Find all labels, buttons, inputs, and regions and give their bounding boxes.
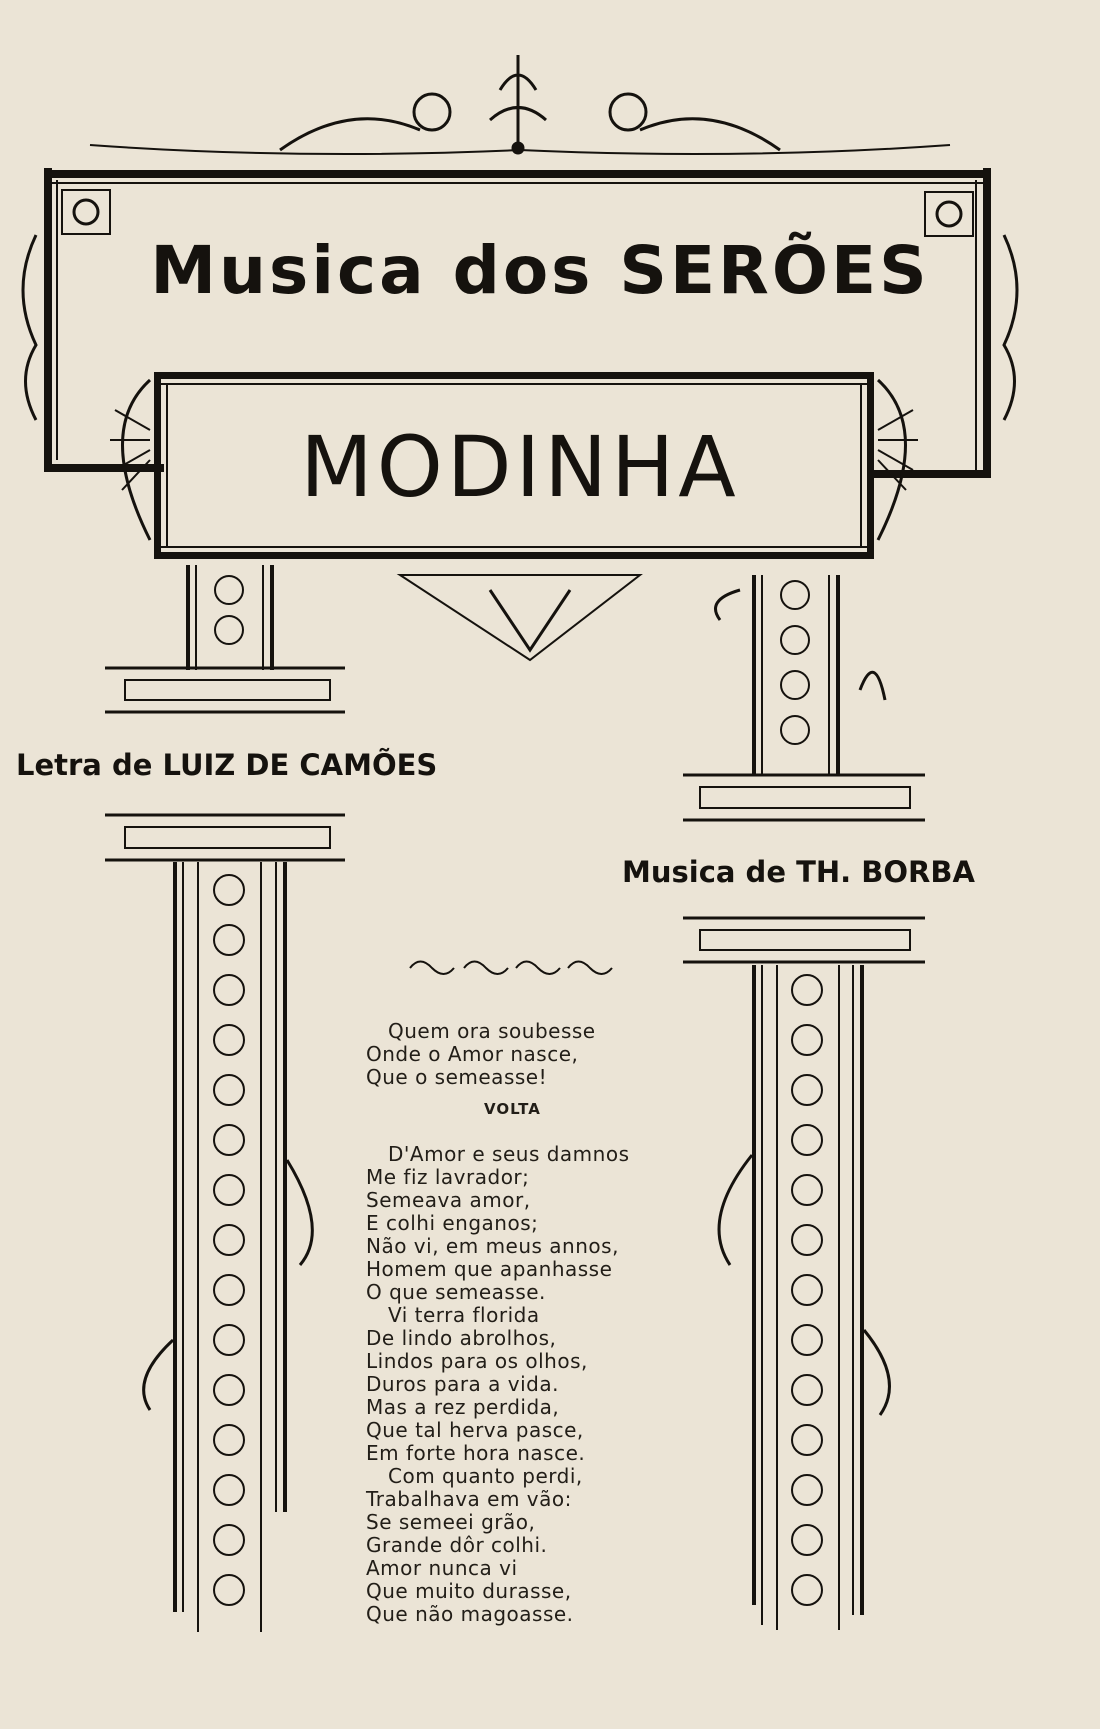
poem-line: O que semeasse.	[366, 1280, 546, 1304]
song-title: MODINHA	[300, 418, 740, 516]
poem-line: Trabalhava em vão:	[366, 1487, 572, 1511]
poem-line: Mas a rez perdida,	[366, 1395, 560, 1419]
poem-line: Duros para a vida.	[366, 1372, 559, 1396]
poem-line: Se semeei grão,	[366, 1510, 536, 1534]
poem-section-heading: VOLTA	[484, 1100, 541, 1118]
poem-line: Com quanto perdi,	[388, 1464, 583, 1488]
poem-line: Grande dôr colhi.	[366, 1533, 548, 1557]
lyrics-credit: Letra de LUIZ DE CAMÕES	[16, 748, 438, 782]
poem-line: Que muito durasse,	[366, 1579, 572, 1603]
music-credit: Musica de TH. BORBA	[622, 855, 975, 889]
poem-line: Lindos para os olhos,	[366, 1349, 588, 1373]
poem-line: Amor nunca vi	[366, 1556, 518, 1580]
poem-line: Vi terra florida	[388, 1303, 540, 1327]
poem-line: D'Amor e seus damnos	[388, 1142, 630, 1166]
poem-line: Em forte hora nasce.	[366, 1441, 586, 1465]
poem-line: Que tal herva pasce,	[366, 1418, 584, 1442]
poem-line: Quem ora soubesse	[388, 1019, 596, 1043]
poem-line: Onde o Amor nasce,	[366, 1042, 579, 1066]
poem-line: E colhi enganos;	[366, 1211, 539, 1235]
poem-line: Que não magoasse.	[366, 1602, 574, 1626]
poem-line: Homem que apanhasse	[366, 1257, 613, 1281]
poem-line: Não vi, em meus annos,	[366, 1234, 619, 1258]
poem-line: Semeava amor,	[366, 1188, 531, 1212]
poem-line: Me fiz lavrador;	[366, 1165, 530, 1189]
poem-line: De lindo abrolhos,	[366, 1326, 557, 1350]
poem-text	[366, 1020, 666, 1626]
poem-line: Que o semeasse!	[366, 1065, 548, 1089]
page-title: Musica dos SERÕES	[150, 232, 930, 309]
